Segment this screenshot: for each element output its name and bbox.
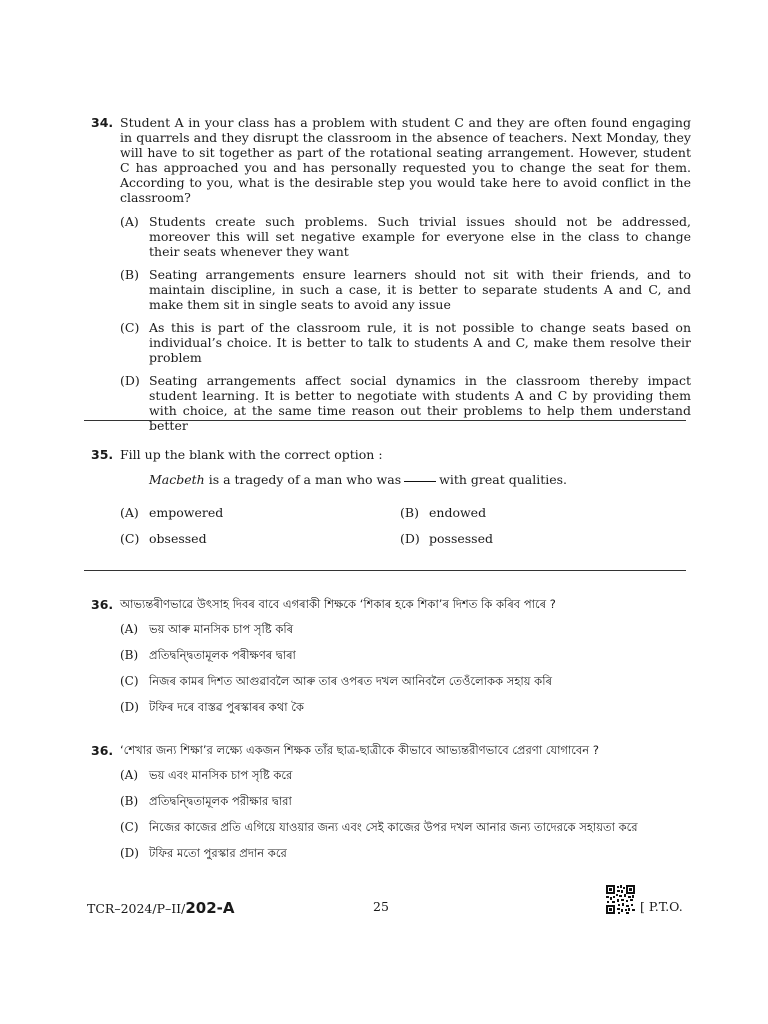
question-stem: আভ্যন্তৰীণভাৱে উৎসাহ দিবৰ বাবে এগৰাকী শিক্ষকে ‘শিকাৰ হকে শিকা’ৰ দিশত কি কৰিব পাৰে ? [120, 597, 556, 611]
option-label: (C) [120, 820, 139, 834]
question-36-bengali [91, 743, 691, 861]
question-36-assamese [91, 597, 691, 715]
section-divider [84, 570, 686, 571]
option-d [120, 846, 691, 861]
option-a [120, 768, 691, 783]
question-stem: Student A in your class has a problem with student C and they are often found engaging in quarrels and they disrupt the classroom in the absence of teachers. Next Monday, they will have to sit together as part of the rotational seating arrangement. However, student C has approached you and has personally requested you to change the seat for them. According to you, what is the desirable step you would take here to avoid conflict in the classroom? [120, 115, 691, 205]
fill-blank [404, 481, 436, 482]
paper-code [87, 899, 235, 917]
option-label: (C) [120, 674, 139, 688]
option-a [120, 214, 691, 259]
please-turn-over: [ P.T.O. [640, 899, 683, 914]
option-label: (C) [120, 531, 140, 546]
option-b [120, 794, 691, 809]
option-label: (A) [120, 214, 139, 229]
section-divider [84, 420, 686, 421]
option-c [120, 674, 691, 689]
question-stem: ‘শেখার জন্য শিক্ষা’র লক্ষ্যে একজন শিক্ষক তাঁর ছাত্র-ছাত্রীকে কীভাবে আভ্যন্তরীণভাবে প্রেরণা যোগাবেন ? [120, 743, 599, 757]
question-number: 36. [91, 597, 114, 612]
option-label: (B) [400, 505, 419, 520]
option-text: Students create such problems. Such trivial issues should not be addressed, moreover this will set negative example for everyone else in the class to change their seats whenever they want [149, 214, 691, 259]
option-text: প্ৰতিদ্বন্দ্বিতামূলক পৰীক্ষণৰ দ্বাৰা [149, 648, 296, 662]
option-label: (D) [120, 700, 139, 714]
question-number: 36. [91, 743, 114, 758]
option-b [120, 267, 691, 312]
option-text: টফিৰ দৰে বাস্তৱ পুৰস্কাৰৰ কথা কৈ [149, 700, 304, 714]
question-35 [91, 447, 691, 546]
question-number: 35. [91, 447, 114, 462]
option-text: ভয় এবং মানসিক চাপ সৃষ্টি করে [149, 768, 293, 782]
option-text: Seating arrangements ensure learners should not sit with their friends, and to maintain discipline, in such a case, it is better to separate students A and C, and make them sit in single seats to avoid any issue [149, 267, 691, 312]
option-text: endowed [429, 505, 487, 520]
paper-code-prefix: TCR–2024/P–II/ [87, 901, 186, 916]
question-stem: Fill up the blank with the correct option : [120, 447, 383, 462]
option-text: obsessed [149, 531, 207, 546]
sentence-title: Macbeth [149, 472, 205, 487]
option-d [400, 531, 680, 546]
qr-code-icon [606, 885, 635, 914]
option-text: প্রতিদ্বন্দ্বিতামূলক পরীক্ষার দ্বারা [149, 794, 292, 808]
option-text: টফির মতো পুরস্কার প্রদান করে [149, 846, 287, 860]
question-number: 34. [91, 115, 114, 130]
option-label: (A) [120, 768, 139, 782]
paper-code-bold: 202-A [185, 899, 235, 917]
option-text: ভয় আৰু মানসিক চাপ সৃষ্টি কৰি [149, 622, 294, 636]
question-sentence [149, 472, 691, 487]
option-label: (A) [120, 505, 139, 520]
option-label: (B) [120, 794, 139, 808]
question-34 [91, 115, 691, 433]
option-label: (B) [120, 267, 139, 282]
page-footer [87, 899, 687, 919]
option-label: (A) [120, 622, 139, 636]
option-d [120, 373, 691, 433]
option-text: empowered [149, 505, 224, 520]
option-c [120, 820, 691, 835]
option-label: (D) [120, 373, 140, 388]
option-text: As this is part of the classroom rule, it is not possible to change seats based on individual’s choice. It is better to talk to students A and C, make them resolve their problem [149, 320, 691, 365]
option-b [120, 648, 691, 663]
option-a [120, 505, 400, 520]
option-c [120, 531, 400, 546]
option-label: (B) [120, 648, 139, 662]
option-c [120, 320, 691, 365]
option-label: (D) [400, 531, 420, 546]
option-label: (C) [120, 320, 140, 335]
sentence-middle: is a tragedy of a man who was [208, 472, 402, 487]
option-label: (D) [120, 846, 139, 860]
option-text: নিজের কাজের প্রতি এগিয়ে যাওয়ার জন্য এবং সেই কাজের উপর দখল আনার জন্য তাদেরকে সহায়তা করে [149, 820, 638, 834]
option-d [120, 700, 691, 715]
page-number: 25 [373, 899, 389, 914]
option-b [400, 505, 680, 520]
option-text: possessed [429, 531, 493, 546]
option-text: নিজৰ কামৰ দিশত আগুৱাবলৈ আৰু তাৰ ওপৰত দখল আনিবলৈ তেওঁলোকক সহায় কৰি [149, 674, 552, 688]
option-grid [120, 505, 690, 546]
option-a [120, 622, 691, 637]
option-text: Seating arrangements affect social dynamics in the classroom thereby impact student learning. It is better to negotiate with students A and C by providing them with choice, at the same time reason out their problems to help them understand better [149, 373, 691, 433]
sentence-end: with great qualities. [439, 472, 567, 487]
